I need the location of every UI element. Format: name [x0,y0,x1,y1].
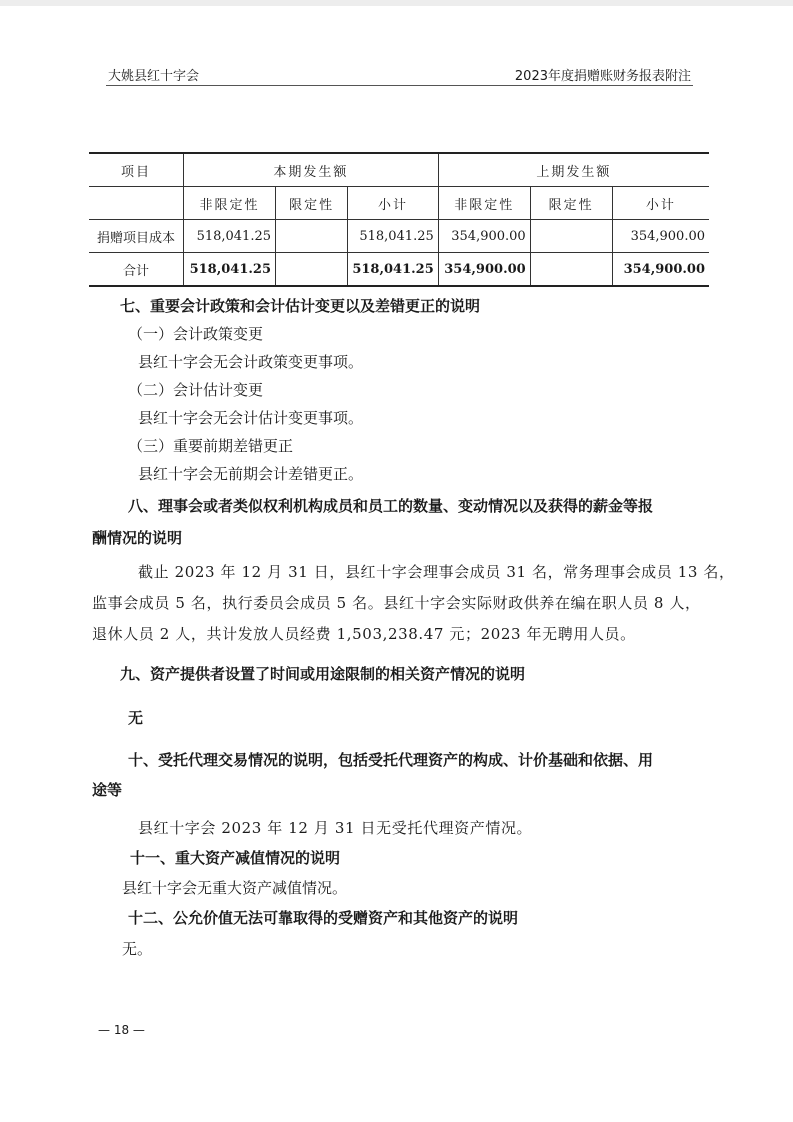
table-row [89,220,709,253]
sub-restricted: 限定性 [276,187,348,220]
cell-value: 354,900.00 [438,220,530,253]
section-11-title: 十一、重大资产减值情况的说明 [130,849,341,867]
section-7-text-3: 县红十字会无前期会计差错更正。 [138,465,364,483]
section-12-title: 十二、公允价值无法可靠取得的受赠资产和其他资产的说明 [128,909,519,927]
col-item-header: 项目 [89,153,184,187]
current-period-header: 本期发生额 [184,153,439,187]
cell-value: 354,900.00 [612,253,709,287]
section-12-text: 无。 [122,940,153,958]
cell-value [276,220,348,253]
section-9-text: 无 [128,709,144,727]
cell-value [276,253,348,287]
section-10-title: 十、受托代理交易情况的说明，包括受托代理资产的构成、计价基础和依据、用 [128,751,654,769]
page-number: — 18 — [98,1023,145,1037]
sub-subtotal: 小计 [348,187,438,220]
section-10-title-cont: 途等 [92,781,123,799]
section-7-title: 七、重要会计政策和会计估计变更以及差错更正的说明 [120,297,481,315]
section-7-text-2: 县红十字会无会计估计变更事项。 [138,409,364,427]
section-8-para: 监事会成员 5 名，执行委员会成员 5 名。县红十字会实际财政供养在编在职人员 8 人， [92,594,701,612]
section-7-sub-3: （三）重要前期差错更正 [128,437,294,455]
section-9-title: 九、资产提供者设置了时间或用途限制的相关资产情况的说明 [120,665,526,683]
prior-period-header: 上期发生额 [438,153,709,187]
scan-edge [0,0,793,6]
section-7-sub-2: （二）会计估计变更 [128,381,264,399]
row-label: 捐赠项目成本 [89,220,184,253]
section-8-title: 八、理事会或者类似权利机构成员和员工的数量、变动情况以及获得的薪金等报 [128,497,654,515]
cell-value: 354,900.00 [612,220,709,253]
sub-unrestricted: 非限定性 [438,187,530,220]
cell-value [530,220,612,253]
cell-value: 518,041.25 [348,253,438,287]
section-10-text: 县红十字会 2023 年 12 月 31 日无受托代理资产情况。 [138,819,533,837]
row-label: 合计 [89,253,184,287]
section-8-para: 截止 2023 年 12 月 31 日，县红十字会理事会成员 31 名，常务理事会成员 13 名， [138,563,735,581]
sub-unrestricted: 非限定性 [184,187,276,220]
section-7-text-1: 县红十字会无会计政策变更事项。 [138,353,364,371]
cell-value [530,253,612,287]
section-7-sub-1: （一）会计政策变更 [128,325,264,343]
page-header [106,63,693,86]
section-8-para: 退休人员 2 人，共计发放人员经费 1,503,238.47 元；2023 年无聘用人员。 [92,625,636,643]
header-org: 大姚县红十字会 [108,69,200,84]
cell-value: 354,900.00 [438,253,530,287]
section-11-text: 县红十字会无重大资产减值情况。 [122,879,348,897]
sub-restricted: 限定性 [530,187,612,220]
cell-value: 518,041.25 [184,253,276,287]
table-subheader-row [89,187,709,220]
table-header-row [89,153,709,187]
table-row-total [89,253,709,287]
financial-table [89,152,709,287]
cell-value: 518,041.25 [348,220,438,253]
header-title: 2023年度捐赠账财务报表附注 [514,69,691,84]
cell-value: 518,041.25 [184,220,276,253]
section-8-title-cont: 酬情况的说明 [92,529,183,547]
sub-subtotal: 小计 [612,187,709,220]
